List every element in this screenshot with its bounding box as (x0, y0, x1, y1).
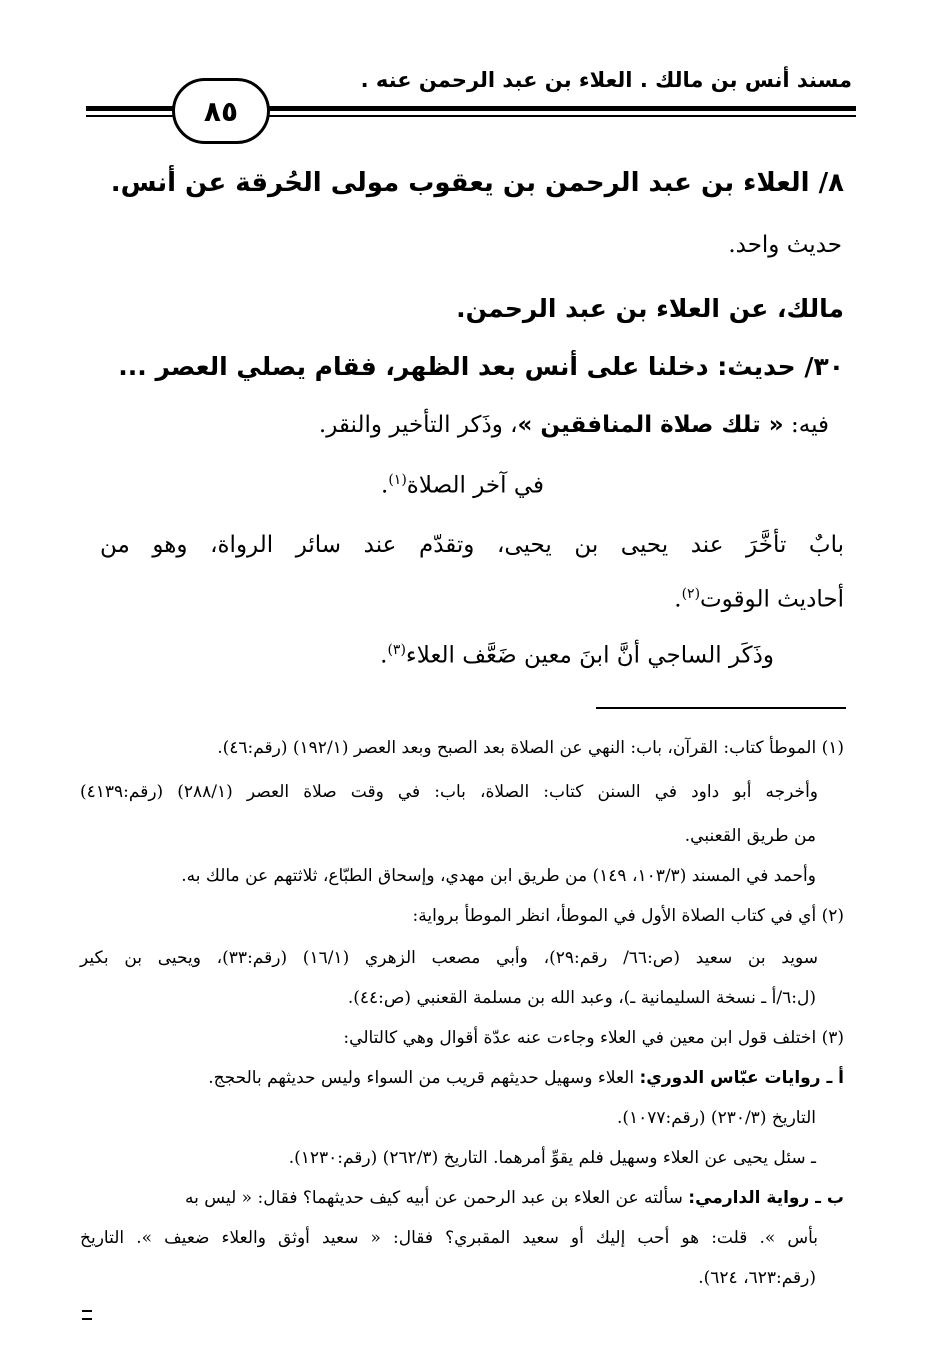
footnote-3-a-label: أ ـ روايات عبّاس الدوري: (639, 1068, 844, 1088)
footnote-3-b-line-2: بأس ». قلت: هو أحب إليك أو سعيد المقبري؟ فقال: « سعيد أوثق والعلاء ضعيف ». التاريخ (80, 1228, 818, 1248)
footnote-2-line-2: سويد بن سعيد (ص:٦٦/ رقم:٢٩)، وأبي مصعب الزهري (١٦/١) (رقم:٣٣)، ويحيى بن بكير (80, 948, 818, 968)
footnote-3-b-line-3: (رقم:٦٢٣، ٦٢٤). (698, 1268, 816, 1288)
hadith-line (118, 352, 844, 382)
paragraph-1-line-2: أحاديث الوقوت$^{(٢)}$. (674, 586, 844, 613)
footnote-3-b-text: سألته عن العلاء بن عبد الرحمن عن أبيه كيف حديثهما؟ فقال: « ليس به (185, 1188, 683, 1208)
footnote-ref-1[interactable]: (١) (388, 472, 407, 488)
footnote-separator (596, 707, 846, 709)
page-end-mark (82, 1310, 92, 1320)
chain-line: مالك، عن العلاء بن عبد الرحمن. (456, 294, 844, 323)
footnote-1-line-4: وأحمد في المسند (١٠٣/٣، ١٤٩) من طريق ابن مهدي، وإسحاق الطبّاع، ثلاثتهم عن مالك به. (181, 866, 816, 886)
footnote-1-line-2: وأخرجه أبو داود في السنن كتاب: الصلاة، باب: في وقت صلاة العصر (٢٨٨/١) (رقم:٤١٣٩) (80, 782, 818, 802)
paragraph-1-line-1: بابٌ تأخَّرَ عند يحيى بن يحيى، وتقدّم عند سائر الرواة، وهو من (100, 532, 844, 558)
page-number-badge (172, 78, 270, 144)
running-header: مسند أنس بن مالك . العلاء بن عبد الرحمن عنه . (360, 68, 852, 92)
hadith-label: حديث: (717, 352, 796, 381)
footnote-2-line-3: (ل:٦/أ ـ نسخة السليمانية ـ)، وعبد الله بن مسلمة القعنبي (ص:٤٤). (347, 988, 816, 1008)
footnote-3-a-line-2: التاريخ (٢٣٠/٣) (رقم:١٠٧٧). (616, 1108, 816, 1128)
fihi-quote: « تلك صلاة المنافقين » (517, 412, 784, 438)
footnote-3-a (208, 1068, 844, 1088)
paragraph-2: وذَكَر الساجي أنَّ ابنَ معين ضَعَّف العلاء$^{(٣)}$. (380, 642, 774, 669)
footnote-3-b-label: ب ـ رواية الدارمي: (688, 1188, 844, 1208)
location-text: في آخر الصلاة (406, 472, 544, 499)
location-line: في آخر الصلاة$^{(١)}$. (381, 472, 544, 499)
count-line: حديث واحد. (728, 232, 842, 258)
hadith-number: ٣٠/ (804, 352, 844, 381)
footnote-1-line-1: (١) الموطأ كتاب: القرآن، باب: النهي عن الصلاة بعد الصبح وبعد العصر (١٩٢/١) (رقم:٤٦). (217, 738, 844, 758)
footnote-3-b (185, 1188, 844, 1208)
footnote-1-line-3: من طريق القعنبي. (684, 826, 816, 846)
footnote-3-a-line-3: ـ سئل يحيى عن العلاء وسهيل فلم يقوِّ أمرهما. التاريخ (٢٦٢/٣) (رقم:١٢٣٠). (288, 1148, 816, 1168)
footnote-ref-2[interactable]: (٢) (681, 586, 701, 602)
footnote-3-line-1: (٣) اختلف قول ابن معين في العلاء وجاءت عنه عدّة أقوال وهي كالتالي: (343, 1028, 844, 1048)
fihi-line (319, 412, 829, 440)
footnote-3-a-text: العلاء وسهيل حديثهم قريب من السواء وليس حديثهم بالحجج. (208, 1068, 635, 1088)
section-heading: ٨/ العلاء بن عبد الرحمن بن يعقوب مولى الحُرقة عن أنس. (110, 168, 844, 198)
fihi-suffix: ، وذَكر التأخير والنقر. (318, 412, 518, 438)
page-number: ٨٥ (203, 94, 239, 128)
hadith-text: دخلنا على أنس بعد الظهر، فقام يصلي العصر ... (118, 352, 709, 381)
fihi-prefix: فيه: (790, 412, 829, 438)
footnote-2-line-1: (٢) أي في كتاب الصلاة الأول في الموطأ، انظر الموطأ برواية: (412, 906, 844, 926)
footnote-ref-3[interactable]: (٣) (387, 642, 406, 658)
